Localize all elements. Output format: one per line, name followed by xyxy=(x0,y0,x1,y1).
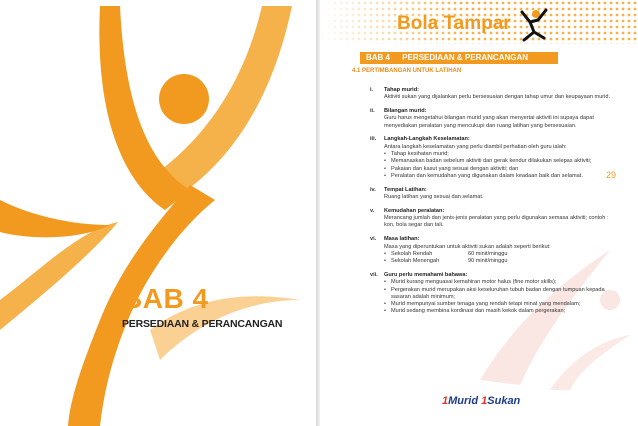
1murid-1sukan-logo: 1Murid 1Sukan xyxy=(442,395,521,407)
list-item: v. Kemudahan peralatan: Merancang jumlah dan jenis-jenis peralatan yang perlu digunakan semasa aktiviti; contoh : kon, bola segar dan tali. xyxy=(370,207,609,229)
chapter-number: BAB 4 xyxy=(122,283,209,314)
abstract-figure-illustration xyxy=(0,0,318,426)
bullet-item: • Murid mempunyai sumber tenaga yang rendah tetapi minat yang mendalam; xyxy=(384,301,614,308)
chapter-title: PERSEDIAAN & PERANCANGAN xyxy=(122,318,283,330)
list-item: ii. Bilangan murid: Guru harus mengetahui bilangan murid yang akan menyertai aktiviti ini supaya dapat menyediakan peralatan yang mencukupi dan ruang latihan yang bersesuaian. xyxy=(370,108,594,129)
bullet-item: • Peralatan dan kemudahan yang digunakan dalam keadaan baik dan selamat. xyxy=(384,173,614,180)
bullet-item: • Murid kurang menguasai kemahiran motor halus (fine motor skills); xyxy=(384,279,614,286)
section-heading: 4.1 PERTIMBANGAN UNTUK LATIHAN xyxy=(352,68,462,74)
bullet-item: • Sekolah Rendah 60 minit/minggu xyxy=(384,251,614,258)
bullet-item: • Memanaskan badan sebelum aktiviti dan gerak kendur dilakukan selepas aktiviti; xyxy=(384,158,614,165)
chapter-bar-title: PERSEDIAAN & PERANCANGAN xyxy=(402,53,529,62)
list-item: vi. Masa latihan: Masa yang diperuntukan untuk aktiviti sukan adalah seperti berikut: • Sekolah Rendah 60 minit/minggu • Sekolah Menengah 90 minit/minggu xyxy=(370,236,614,265)
chapter-bar-label: BAB 4 xyxy=(366,53,391,62)
volleyball-player-icon xyxy=(516,8,550,44)
list-item: iii. Langkah-Langkah Keselamatan: Antara langkah keselamatan yang perlu diambil perhatian oleh guru ialah: • Tahap kesihatan murid; • Memanaskan badan sebelum aktiviti dan gerak kendur dilakukan selepas aktiviti; • Pakaian dan kasut yang sesuai dengan aktiviti; dan • Peralatan dan kemudahan yang digunakan dalam keadaan baik dan selamat. xyxy=(370,136,614,180)
bullet-item: • Tahap kesihatan murid; xyxy=(384,151,614,158)
page-number: 29 xyxy=(606,170,617,180)
list-item: i. Tahap murid: Aktiviti sukan yang dijalankan perlu bersesuaian dengan tahap umur dan keupayaan murid. xyxy=(370,87,611,101)
bullet-item: • Sekolah Menengah 90 minit/minggu xyxy=(384,258,614,265)
brand-title: Bola Tampar xyxy=(397,13,511,34)
left-page xyxy=(0,0,318,426)
bullet-item: • Pakaian dan kasut yang sesuai dengan aktiviti; dan xyxy=(384,166,614,173)
right-page xyxy=(320,0,638,426)
list-item: iv. Tempat Latihan: Ruang latihan yang sesuai dan selamat. xyxy=(370,186,484,201)
chapter-bar xyxy=(360,52,558,64)
considerations-list xyxy=(370,87,617,322)
bullet-item: • Pergerakan murid merupakan aksi keseluruhan tubuh badan dengan tumpuan kepada sasaran adalah minimum; xyxy=(384,287,614,302)
bullet-item: • Murid sedang membina kordinasi dan masih kekok dalam pergerakan; xyxy=(384,308,614,315)
list-item: vii. Guru perlu memahami bahawa: • Murid kurang menguasai kemahiran motor halus (fine motor skills); • Pergerakan murid merupakan aksi keseluruhan tubuh badan dengan tumpuan kepada sasaran adalah minimum; • Murid mempunyai sumber tenaga yang rendah tetapi minat yang mendalam; • Murid sedang membina kordinasi dan masih kekok dalam pergerakan; xyxy=(370,272,614,316)
